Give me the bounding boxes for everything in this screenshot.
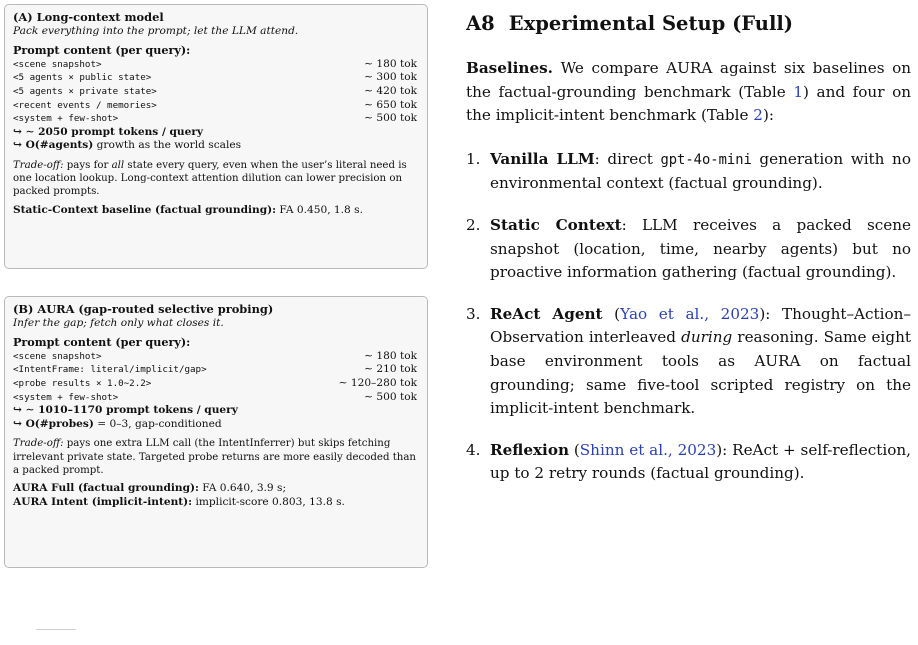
prompt-row-tokens: ∼ 500 tok [364, 112, 417, 125]
long-context-model-box [4, 4, 428, 269]
list-item: 2. Static Context: LLM receives a packed scene snapshot (location, time, nearby agents) but no proactive information gathering (factual grounding). [466, 215, 911, 282]
citation-link[interactable]: Yao et al., 2023 [620, 304, 760, 323]
prompt-row-label: <5 agents × public state> [13, 72, 152, 84]
prompt-row-tokens: ∼ 210 tok [364, 363, 417, 376]
box-a-result-tokens: ↪ ∼ 2050 prompt tokens / query [13, 125, 204, 138]
prompt-row [13, 112, 417, 126]
prompt-row-label: <system + few-shot> [13, 113, 119, 125]
prompt-row-label: <system + few-shot> [13, 391, 119, 403]
citation-link[interactable]: Shinn et al., 2023 [579, 440, 717, 459]
prompt-row-label: <probe results × 1.0∼2.2> [13, 377, 152, 389]
box-b-section-heading: Prompt content (per query): [13, 335, 191, 350]
footnote-rule [36, 629, 76, 638]
prompt-row-tokens: ∼ 120–280 tok [338, 376, 417, 389]
box-b-tradeoff: Trade-off: pays one extra LLM call (the IntentInferrer) but skips fetching irrelevant private state. Targeted probe returns are more easily decoded than a packed prompt. [13, 438, 416, 476]
prompt-row-label: <recent events / memories> [13, 99, 157, 111]
box-b-result-growth: ↪ O(#probes) = 0–3, gap-conditioned [13, 417, 222, 430]
table-1-link[interactable]: 1 [793, 82, 803, 101]
prompt-row-tokens: ∼ 420 tok [364, 84, 417, 97]
prompt-row-label: <5 agents × private state> [13, 85, 157, 97]
prompt-row-tokens: ∼ 300 tok [364, 71, 417, 84]
model-code: gpt-4o-mini [660, 151, 752, 168]
box-a-title: (A) Long-context model [13, 10, 164, 24]
box-a-tradeoff: Trade-off: pays for all state every query, even when the user’s literal need is one location lookup. Long-context attention dilution can lower precision on packed prompts. [13, 159, 407, 198]
section-heading: A8 Experimental Setup (Full) [466, 12, 794, 35]
prompt-row-label: <scene snapshot> [13, 350, 102, 362]
prompt-row-label: <IntentFrame: literal/implicit/gap> [13, 364, 207, 376]
box-b-subtitle: Infer the gap; fetch only what closes it. [13, 316, 224, 329]
box-a-subtitle: Pack everything into the prompt; let the LLM attend. [13, 24, 299, 37]
prompt-row [13, 391, 417, 405]
box-b-title: (B) AURA (gap-routed selective probing) [13, 302, 274, 316]
table-2-link[interactable]: 2 [753, 106, 763, 125]
aura-box [4, 296, 428, 568]
box-a-final: Static-Context baseline (factual grounding): FA 0.450, 1.8 s. [13, 203, 363, 216]
list-item: 4. Reflexion (Shinn et al., 2023): ReAct + self-reflection, up to 2 retry rounds (factual grounding). [466, 440, 911, 483]
prompt-row [13, 58, 417, 72]
prompt-row [13, 71, 417, 85]
baselines-paragraph: Baselines. We compare AURA against six baselines on the factual-grounding benchmark (Table 1) and four on the implicit-intent benchmark (Table 2): [466, 59, 911, 125]
prompt-row [13, 377, 417, 391]
box-b-final: AURA Full (factual grounding): FA 0.640, 3.9 s; AURA Intent (implicit-intent): implicit-score 0.803, 13.8 s. [13, 481, 345, 508]
prompt-row-tokens: ∼ 500 tok [364, 390, 417, 403]
prompt-row [13, 85, 417, 99]
baseline-list [466, 148, 911, 486]
list-item: 1. Vanilla LLM: direct gpt-4o-mini generation with no environmental context (factual grounding). [466, 149, 911, 193]
prompt-row [13, 350, 417, 364]
prompt-row [13, 99, 417, 113]
prompt-row-label: <scene snapshot> [13, 58, 102, 70]
prompt-row [13, 363, 417, 377]
prompt-row-tokens: ∼ 650 tok [364, 98, 417, 111]
box-a-section-heading: Prompt content (per query): [13, 43, 191, 58]
prompt-row-tokens: ∼ 180 tok [364, 57, 417, 70]
prompt-row-tokens: ∼ 180 tok [364, 349, 417, 362]
box-a-result-growth: ↪ O(#agents) growth as the world scales [13, 139, 242, 152]
list-item: 3. ReAct Agent (Yao et al., 2023): Thought–Action–Observation interleaved during reasoning. Same eight base environment tools as AURA on factual grounding; same five-tool scripted registry on the implicit-intent benchmark. [466, 304, 911, 418]
box-b-result-tokens: ↪ ∼ 1010–1170 prompt tokens / query [13, 404, 238, 417]
